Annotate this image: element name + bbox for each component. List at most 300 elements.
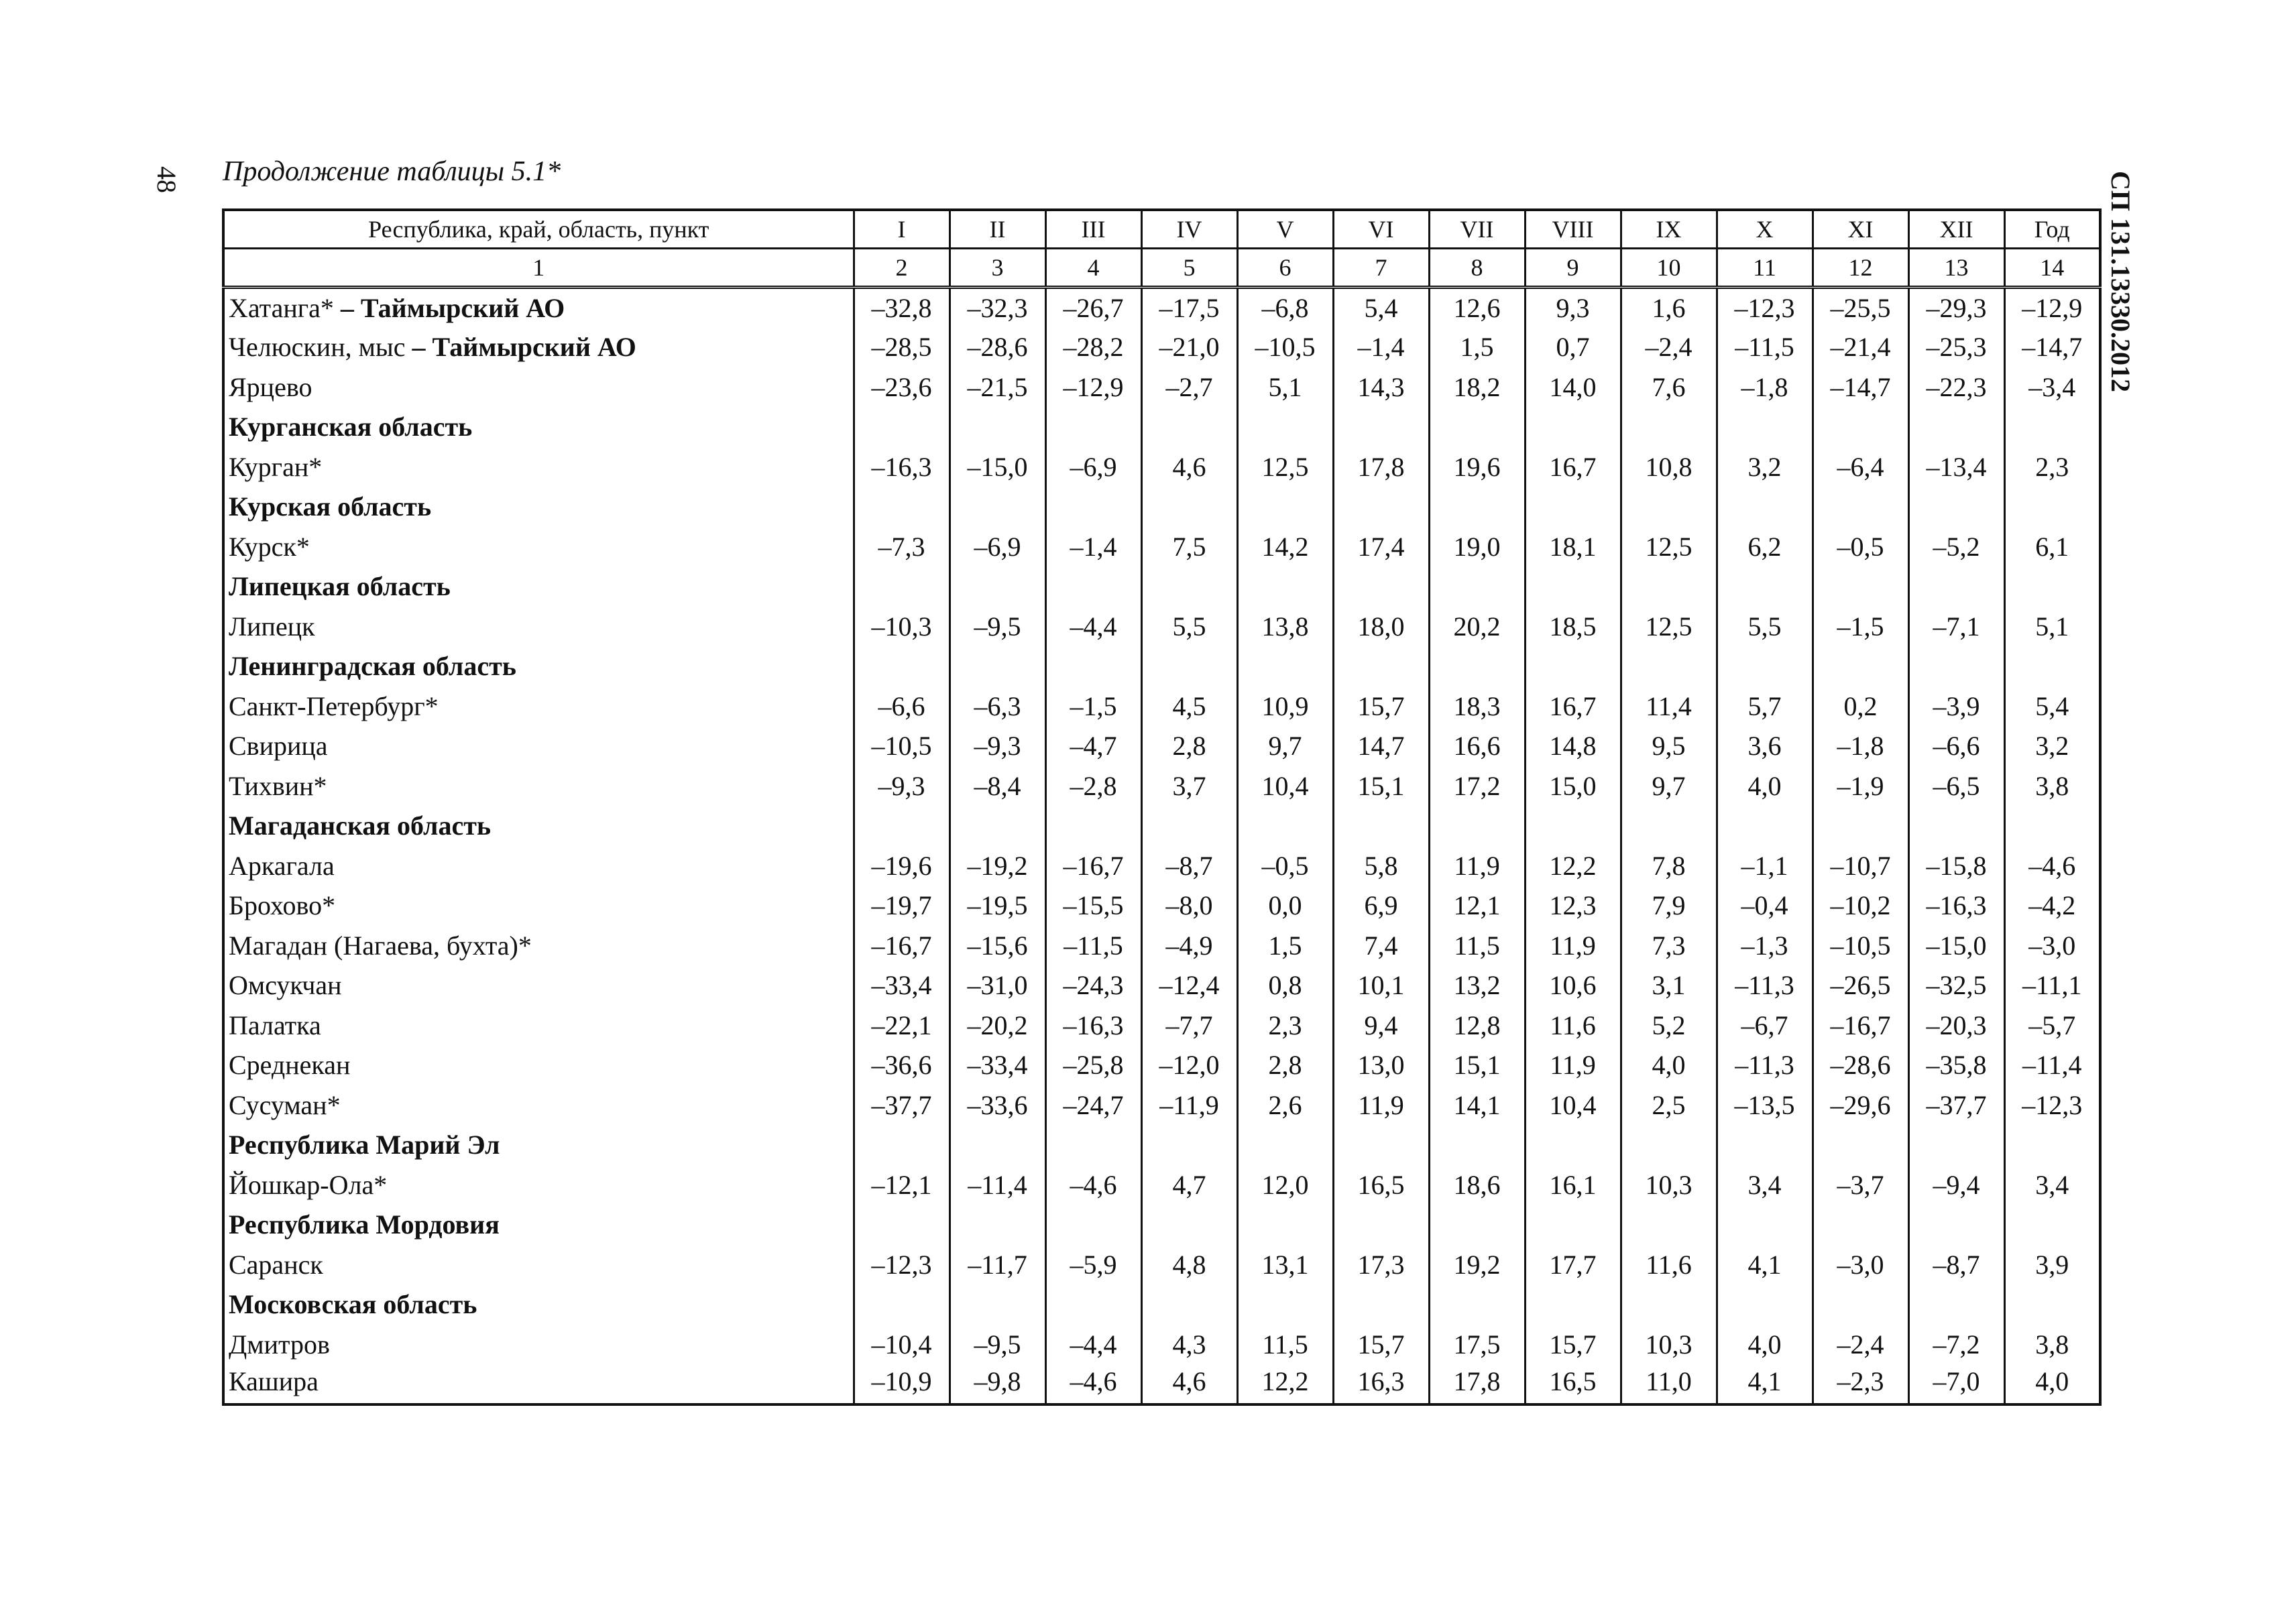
value-cell: –15,5 xyxy=(1045,886,1141,926)
value-cell: –21,4 xyxy=(1813,327,1908,367)
value-cell: –14,7 xyxy=(2004,327,2100,367)
region-name-cell: Магаданская область xyxy=(223,806,854,846)
location-name-cell: Хатанга* – Таймырский АО xyxy=(223,288,854,328)
empty-cell xyxy=(854,806,950,846)
value-cell: –6,8 xyxy=(1237,288,1333,328)
value-cell: 11,9 xyxy=(1333,1085,1429,1126)
value-cell: 11,6 xyxy=(1621,1245,1717,1285)
value-cell: 15,1 xyxy=(1429,1045,1525,1085)
value-cell: –11,3 xyxy=(1717,1045,1813,1085)
value-cell: 2,3 xyxy=(1237,1006,1333,1046)
empty-cell xyxy=(1621,1284,1717,1325)
table-row xyxy=(223,1245,2100,1285)
empty-cell xyxy=(950,1125,1045,1165)
value-cell: 19,2 xyxy=(1429,1245,1525,1285)
empty-cell xyxy=(2004,1205,2100,1245)
value-cell: –10,4 xyxy=(854,1325,950,1365)
region-heading-row xyxy=(223,1284,2100,1325)
location-name-cell: Свирица xyxy=(223,726,854,766)
region-name-cell: Республика Мордовия xyxy=(223,1205,854,1245)
empty-cell xyxy=(1429,407,1525,447)
empty-cell xyxy=(2004,1284,2100,1325)
value-cell: 5,7 xyxy=(1717,686,1813,727)
empty-cell xyxy=(1717,806,1813,846)
empty-cell xyxy=(1908,1125,2004,1165)
table-row xyxy=(223,327,2100,367)
value-cell: 5,8 xyxy=(1333,846,1429,886)
value-cell: 10,8 xyxy=(1621,447,1717,487)
value-cell: 12,8 xyxy=(1429,1006,1525,1046)
empty-cell xyxy=(1045,1284,1141,1325)
value-cell: 13,0 xyxy=(1333,1045,1429,1085)
value-cell: 10,4 xyxy=(1525,1085,1621,1126)
column-number-cell: 11 xyxy=(1717,249,1813,288)
empty-cell xyxy=(1141,1205,1237,1245)
value-cell: –2,8 xyxy=(1045,766,1141,806)
region-suffix: – Таймырский АО xyxy=(405,332,636,363)
empty-cell xyxy=(2004,1125,2100,1165)
value-cell: –21,0 xyxy=(1141,327,1237,367)
value-cell: –37,7 xyxy=(1908,1085,2004,1126)
value-cell: 15,7 xyxy=(1333,1325,1429,1365)
empty-cell xyxy=(1525,646,1621,686)
value-cell: 11,0 xyxy=(1621,1364,1717,1404)
value-cell: –19,5 xyxy=(950,886,1045,926)
empty-cell xyxy=(1237,487,1333,527)
value-cell: –1,8 xyxy=(1717,367,1813,408)
value-cell: –29,6 xyxy=(1813,1085,1908,1126)
location-name-cell: Ярцево xyxy=(223,367,854,408)
value-cell: –10,9 xyxy=(854,1364,950,1404)
value-cell: 18,3 xyxy=(1429,686,1525,727)
value-cell: –16,3 xyxy=(1045,1006,1141,1046)
column-number-cell: 9 xyxy=(1525,249,1621,288)
value-cell: –25,3 xyxy=(1908,327,2004,367)
value-cell: 16,1 xyxy=(1525,1165,1621,1205)
value-cell: –32,8 xyxy=(854,288,950,328)
value-cell: –16,3 xyxy=(1908,886,2004,926)
empty-cell xyxy=(1813,646,1908,686)
value-cell: –7,1 xyxy=(1908,607,2004,647)
value-cell: 18,1 xyxy=(1525,527,1621,567)
empty-cell xyxy=(1333,1284,1429,1325)
empty-cell xyxy=(1717,487,1813,527)
empty-cell xyxy=(1141,487,1237,527)
empty-cell xyxy=(1333,407,1429,447)
value-cell: 16,5 xyxy=(1525,1364,1621,1404)
value-cell: –10,2 xyxy=(1813,886,1908,926)
value-cell: 4,1 xyxy=(1717,1245,1813,1285)
empty-cell xyxy=(1717,1205,1813,1245)
value-cell: 12,0 xyxy=(1237,1165,1333,1205)
empty-cell xyxy=(1621,646,1717,686)
value-cell: –25,5 xyxy=(1813,288,1908,328)
value-cell: 18,5 xyxy=(1525,607,1621,647)
value-cell: –10,5 xyxy=(854,726,950,766)
value-cell: 4,5 xyxy=(1141,686,1237,727)
table-row xyxy=(223,726,2100,766)
value-cell: 4,0 xyxy=(1717,766,1813,806)
value-cell: –28,6 xyxy=(950,327,1045,367)
empty-cell xyxy=(1908,806,2004,846)
value-cell: –2,4 xyxy=(1621,327,1717,367)
location-name-cell: Курган* xyxy=(223,447,854,487)
location-name-cell: Йошкар-Ола* xyxy=(223,1165,854,1205)
value-cell: 2,3 xyxy=(2004,447,2100,487)
column-number-cell: 6 xyxy=(1237,249,1333,288)
header-cell-month: III xyxy=(1045,210,1141,249)
value-cell: 10,4 xyxy=(1237,766,1333,806)
value-cell: 3,8 xyxy=(2004,1325,2100,1365)
location-name-cell: Среднекан xyxy=(223,1045,854,1085)
empty-cell xyxy=(1045,487,1141,527)
value-cell: –6,4 xyxy=(1813,447,1908,487)
value-cell: –11,5 xyxy=(1045,926,1141,966)
region-heading-row xyxy=(223,1125,2100,1165)
value-cell: –20,2 xyxy=(950,1006,1045,1046)
empty-cell xyxy=(2004,646,2100,686)
value-cell: –7,2 xyxy=(1908,1325,2004,1365)
empty-cell xyxy=(1813,1125,1908,1165)
value-cell: 2,8 xyxy=(1237,1045,1333,1085)
value-cell: –11,3 xyxy=(1717,965,1813,1006)
column-number-cell: 2 xyxy=(854,249,950,288)
empty-cell xyxy=(1429,566,1525,607)
table-row xyxy=(223,965,2100,1006)
value-cell: 1,5 xyxy=(1237,926,1333,966)
value-cell: –11,1 xyxy=(2004,965,2100,1006)
value-cell: –16,7 xyxy=(1813,1006,1908,1046)
empty-cell xyxy=(1908,646,2004,686)
value-cell: –15,0 xyxy=(950,447,1045,487)
value-cell: 14,7 xyxy=(1333,726,1429,766)
empty-cell xyxy=(1621,1125,1717,1165)
value-cell: 16,3 xyxy=(1333,1364,1429,1404)
empty-cell xyxy=(950,646,1045,686)
empty-cell xyxy=(1237,806,1333,846)
empty-cell xyxy=(1525,407,1621,447)
table-continuation-title: Продолжение таблицы 5.1* xyxy=(223,156,561,187)
empty-cell xyxy=(1141,1284,1237,1325)
value-cell: –12,9 xyxy=(2004,288,2100,328)
value-cell: 3,4 xyxy=(1717,1165,1813,1205)
value-cell: –4,9 xyxy=(1141,926,1237,966)
value-cell: –15,0 xyxy=(1908,926,2004,966)
region-name-cell: Курская область xyxy=(223,487,854,527)
table-row xyxy=(223,607,2100,647)
value-cell: –2,4 xyxy=(1813,1325,1908,1365)
value-cell: –2,7 xyxy=(1141,367,1237,408)
empty-cell xyxy=(950,1205,1045,1245)
value-cell: 3,4 xyxy=(2004,1165,2100,1205)
value-cell: –0,5 xyxy=(1813,527,1908,567)
empty-cell xyxy=(1813,566,1908,607)
value-cell: –12,3 xyxy=(854,1245,950,1285)
value-cell: 3,7 xyxy=(1141,766,1237,806)
location-name-cell: Аркагала xyxy=(223,846,854,886)
value-cell: –22,1 xyxy=(854,1006,950,1046)
empty-cell xyxy=(1237,1205,1333,1245)
empty-cell xyxy=(1141,806,1237,846)
value-cell: 4,3 xyxy=(1141,1325,1237,1365)
value-cell: –10,3 xyxy=(854,607,950,647)
empty-cell xyxy=(1717,1284,1813,1325)
table-row xyxy=(223,766,2100,806)
value-cell: 0,2 xyxy=(1813,686,1908,727)
empty-cell xyxy=(1429,1205,1525,1245)
empty-cell xyxy=(1525,1205,1621,1245)
value-cell: –12,1 xyxy=(854,1165,950,1205)
value-cell: 16,7 xyxy=(1525,686,1621,727)
location-name-cell: Магадан (Нагаева, бухта)* xyxy=(223,926,854,966)
value-cell: 6,9 xyxy=(1333,886,1429,926)
empty-cell xyxy=(1908,1205,2004,1245)
value-cell: –21,5 xyxy=(950,367,1045,408)
column-number-cell: 5 xyxy=(1141,249,1237,288)
value-cell: –22,3 xyxy=(1908,367,2004,408)
empty-cell xyxy=(950,487,1045,527)
value-cell: –9,8 xyxy=(950,1364,1045,1404)
value-cell: –5,7 xyxy=(2004,1006,2100,1046)
value-cell: 5,5 xyxy=(1141,607,1237,647)
location-name-cell: Сусуман* xyxy=(223,1085,854,1126)
value-cell: –28,6 xyxy=(1813,1045,1908,1085)
value-cell: –33,4 xyxy=(950,1045,1045,1085)
empty-cell xyxy=(1237,1125,1333,1165)
value-cell: –19,6 xyxy=(854,846,950,886)
value-cell: 12,2 xyxy=(1237,1364,1333,1404)
value-cell: –5,2 xyxy=(1908,527,2004,567)
value-cell: 11,9 xyxy=(1525,1045,1621,1085)
column-number-cell: 14 xyxy=(2004,249,2100,288)
empty-cell xyxy=(1237,566,1333,607)
empty-cell xyxy=(1621,566,1717,607)
value-cell: –20,3 xyxy=(1908,1006,2004,1046)
empty-cell xyxy=(950,1284,1045,1325)
value-cell: 12,1 xyxy=(1429,886,1525,926)
value-cell: 7,9 xyxy=(1621,886,1717,926)
value-cell: –1,1 xyxy=(1717,846,1813,886)
region-heading-row xyxy=(223,1205,2100,1245)
value-cell: –4,6 xyxy=(2004,846,2100,886)
column-number-cell: 7 xyxy=(1333,249,1429,288)
empty-cell xyxy=(1045,1205,1141,1245)
empty-cell xyxy=(1525,566,1621,607)
empty-cell xyxy=(1813,806,1908,846)
empty-cell xyxy=(1333,806,1429,846)
value-cell: –32,5 xyxy=(1908,965,2004,1006)
header-cell-month: XI xyxy=(1813,210,1908,249)
table-row xyxy=(223,926,2100,966)
empty-cell xyxy=(2004,806,2100,846)
value-cell: –7,3 xyxy=(854,527,950,567)
value-cell: 7,3 xyxy=(1621,926,1717,966)
table-row xyxy=(223,1165,2100,1205)
value-cell: 5,5 xyxy=(1717,607,1813,647)
value-cell: –15,6 xyxy=(950,926,1045,966)
region-heading-row xyxy=(223,646,2100,686)
value-cell: 9,7 xyxy=(1237,726,1333,766)
column-number-cell: 8 xyxy=(1429,249,1525,288)
header-cell-month: IV xyxy=(1141,210,1237,249)
empty-cell xyxy=(1429,1284,1525,1325)
value-cell: –16,7 xyxy=(1045,846,1141,886)
empty-cell xyxy=(950,806,1045,846)
value-cell: 16,6 xyxy=(1429,726,1525,766)
value-cell: –12,3 xyxy=(1717,288,1813,328)
value-cell: 6,1 xyxy=(2004,527,2100,567)
location-name-cell: Тихвин* xyxy=(223,766,854,806)
column-number-cell: 1 xyxy=(223,249,854,288)
empty-cell xyxy=(950,566,1045,607)
value-cell: –9,3 xyxy=(854,766,950,806)
value-cell: 5,4 xyxy=(2004,686,2100,727)
page-number: 48 xyxy=(152,166,182,193)
value-cell: 2,6 xyxy=(1237,1085,1333,1126)
value-cell: –7,7 xyxy=(1141,1006,1237,1046)
header-cell-month: V xyxy=(1237,210,1333,249)
table-row xyxy=(223,288,2100,328)
empty-cell xyxy=(1621,806,1717,846)
value-cell: 11,4 xyxy=(1621,686,1717,727)
value-cell: –5,9 xyxy=(1045,1245,1141,1285)
empty-cell xyxy=(1908,407,2004,447)
empty-cell xyxy=(1045,646,1141,686)
empty-cell xyxy=(1141,646,1237,686)
value-cell: –1,5 xyxy=(1813,607,1908,647)
value-cell: 3,2 xyxy=(1717,447,1813,487)
value-cell: 4,6 xyxy=(1141,447,1237,487)
location-name-cell: Омсукчан xyxy=(223,965,854,1006)
value-cell: –1,8 xyxy=(1813,726,1908,766)
value-cell: –3,0 xyxy=(1813,1245,1908,1285)
table-row xyxy=(223,846,2100,886)
empty-cell xyxy=(1333,487,1429,527)
empty-cell xyxy=(1621,407,1717,447)
value-cell: –16,7 xyxy=(854,926,950,966)
value-cell: –36,6 xyxy=(854,1045,950,1085)
value-cell: 12,5 xyxy=(1237,447,1333,487)
value-cell: 7,4 xyxy=(1333,926,1429,966)
value-cell: 17,7 xyxy=(1525,1245,1621,1285)
empty-cell xyxy=(1908,566,2004,607)
value-cell: –3,9 xyxy=(1908,686,2004,727)
value-cell: –31,0 xyxy=(950,965,1045,1006)
value-cell: –8,7 xyxy=(1908,1245,2004,1285)
value-cell: 3,1 xyxy=(1621,965,1717,1006)
table-row xyxy=(223,527,2100,567)
header-cell-month: X xyxy=(1717,210,1813,249)
value-cell: –8,0 xyxy=(1141,886,1237,926)
empty-cell xyxy=(1813,1205,1908,1245)
value-cell: 3,8 xyxy=(2004,766,2100,806)
value-cell: 15,7 xyxy=(1525,1325,1621,1365)
value-cell: –13,5 xyxy=(1717,1085,1813,1126)
empty-cell xyxy=(1141,566,1237,607)
value-cell: –9,5 xyxy=(950,607,1045,647)
empty-cell xyxy=(2004,487,2100,527)
empty-cell xyxy=(854,407,950,447)
value-cell: 18,0 xyxy=(1333,607,1429,647)
empty-cell xyxy=(1717,566,1813,607)
region-heading-row xyxy=(223,407,2100,447)
value-cell: 1,6 xyxy=(1621,288,1717,328)
value-cell: 10,6 xyxy=(1525,965,1621,1006)
value-cell: –32,3 xyxy=(950,288,1045,328)
value-cell: 11,9 xyxy=(1429,846,1525,886)
value-cell: –6,6 xyxy=(854,686,950,727)
value-cell: 16,5 xyxy=(1333,1165,1429,1205)
value-cell: 2,8 xyxy=(1141,726,1237,766)
value-cell: –29,3 xyxy=(1908,288,2004,328)
empty-cell xyxy=(2004,566,2100,607)
value-cell: 13,2 xyxy=(1429,965,1525,1006)
value-cell: 12,5 xyxy=(1621,607,1717,647)
table-row xyxy=(223,1045,2100,1085)
value-cell: –4,7 xyxy=(1045,726,1141,766)
value-cell: –9,4 xyxy=(1908,1165,2004,1205)
value-cell: –11,7 xyxy=(950,1245,1045,1285)
value-cell: 3,2 xyxy=(2004,726,2100,766)
location-name-cell: Палатка xyxy=(223,1006,854,1046)
value-cell: 5,1 xyxy=(1237,367,1333,408)
empty-cell xyxy=(1525,1125,1621,1165)
empty-cell xyxy=(1141,1125,1237,1165)
value-cell: –12,0 xyxy=(1141,1045,1237,1085)
value-cell: 12,2 xyxy=(1525,846,1621,886)
value-cell: 11,5 xyxy=(1237,1325,1333,1365)
value-cell: 5,2 xyxy=(1621,1006,1717,1046)
value-cell: –15,8 xyxy=(1908,846,2004,886)
empty-cell xyxy=(1429,487,1525,527)
empty-cell xyxy=(2004,407,2100,447)
region-name-cell: Московская область xyxy=(223,1284,854,1325)
empty-cell xyxy=(1525,487,1621,527)
value-cell: 17,8 xyxy=(1333,447,1429,487)
value-cell: –6,9 xyxy=(1045,447,1141,487)
value-cell: –16,3 xyxy=(854,447,950,487)
empty-cell xyxy=(854,1125,950,1165)
empty-cell xyxy=(1045,1125,1141,1165)
location-name-cell: Брохово* xyxy=(223,886,854,926)
header-cell-month: I xyxy=(854,210,950,249)
empty-cell xyxy=(1333,1205,1429,1245)
empty-cell xyxy=(1045,806,1141,846)
value-cell: –10,5 xyxy=(1813,926,1908,966)
value-cell: 18,2 xyxy=(1429,367,1525,408)
value-cell: –11,5 xyxy=(1717,327,1813,367)
header-cell-month: VIII xyxy=(1525,210,1621,249)
value-cell: 3,6 xyxy=(1717,726,1813,766)
value-cell: –4,4 xyxy=(1045,607,1141,647)
value-cell: –12,3 xyxy=(2004,1085,2100,1126)
table-row xyxy=(223,1085,2100,1126)
value-cell: 4,6 xyxy=(1141,1364,1237,1404)
table-row xyxy=(223,367,2100,408)
header-cell-month: XII xyxy=(1908,210,2004,249)
value-cell: –24,7 xyxy=(1045,1085,1141,1126)
empty-cell xyxy=(1717,646,1813,686)
table-column-number-row xyxy=(223,249,2100,288)
value-cell: 18,6 xyxy=(1429,1165,1525,1205)
value-cell: 15,7 xyxy=(1333,686,1429,727)
value-cell: –2,3 xyxy=(1813,1364,1908,1404)
empty-cell xyxy=(1908,1284,2004,1325)
region-name-cell: Республика Марий Эл xyxy=(223,1125,854,1165)
region-heading-row xyxy=(223,487,2100,527)
empty-cell xyxy=(1333,566,1429,607)
empty-cell xyxy=(854,487,950,527)
